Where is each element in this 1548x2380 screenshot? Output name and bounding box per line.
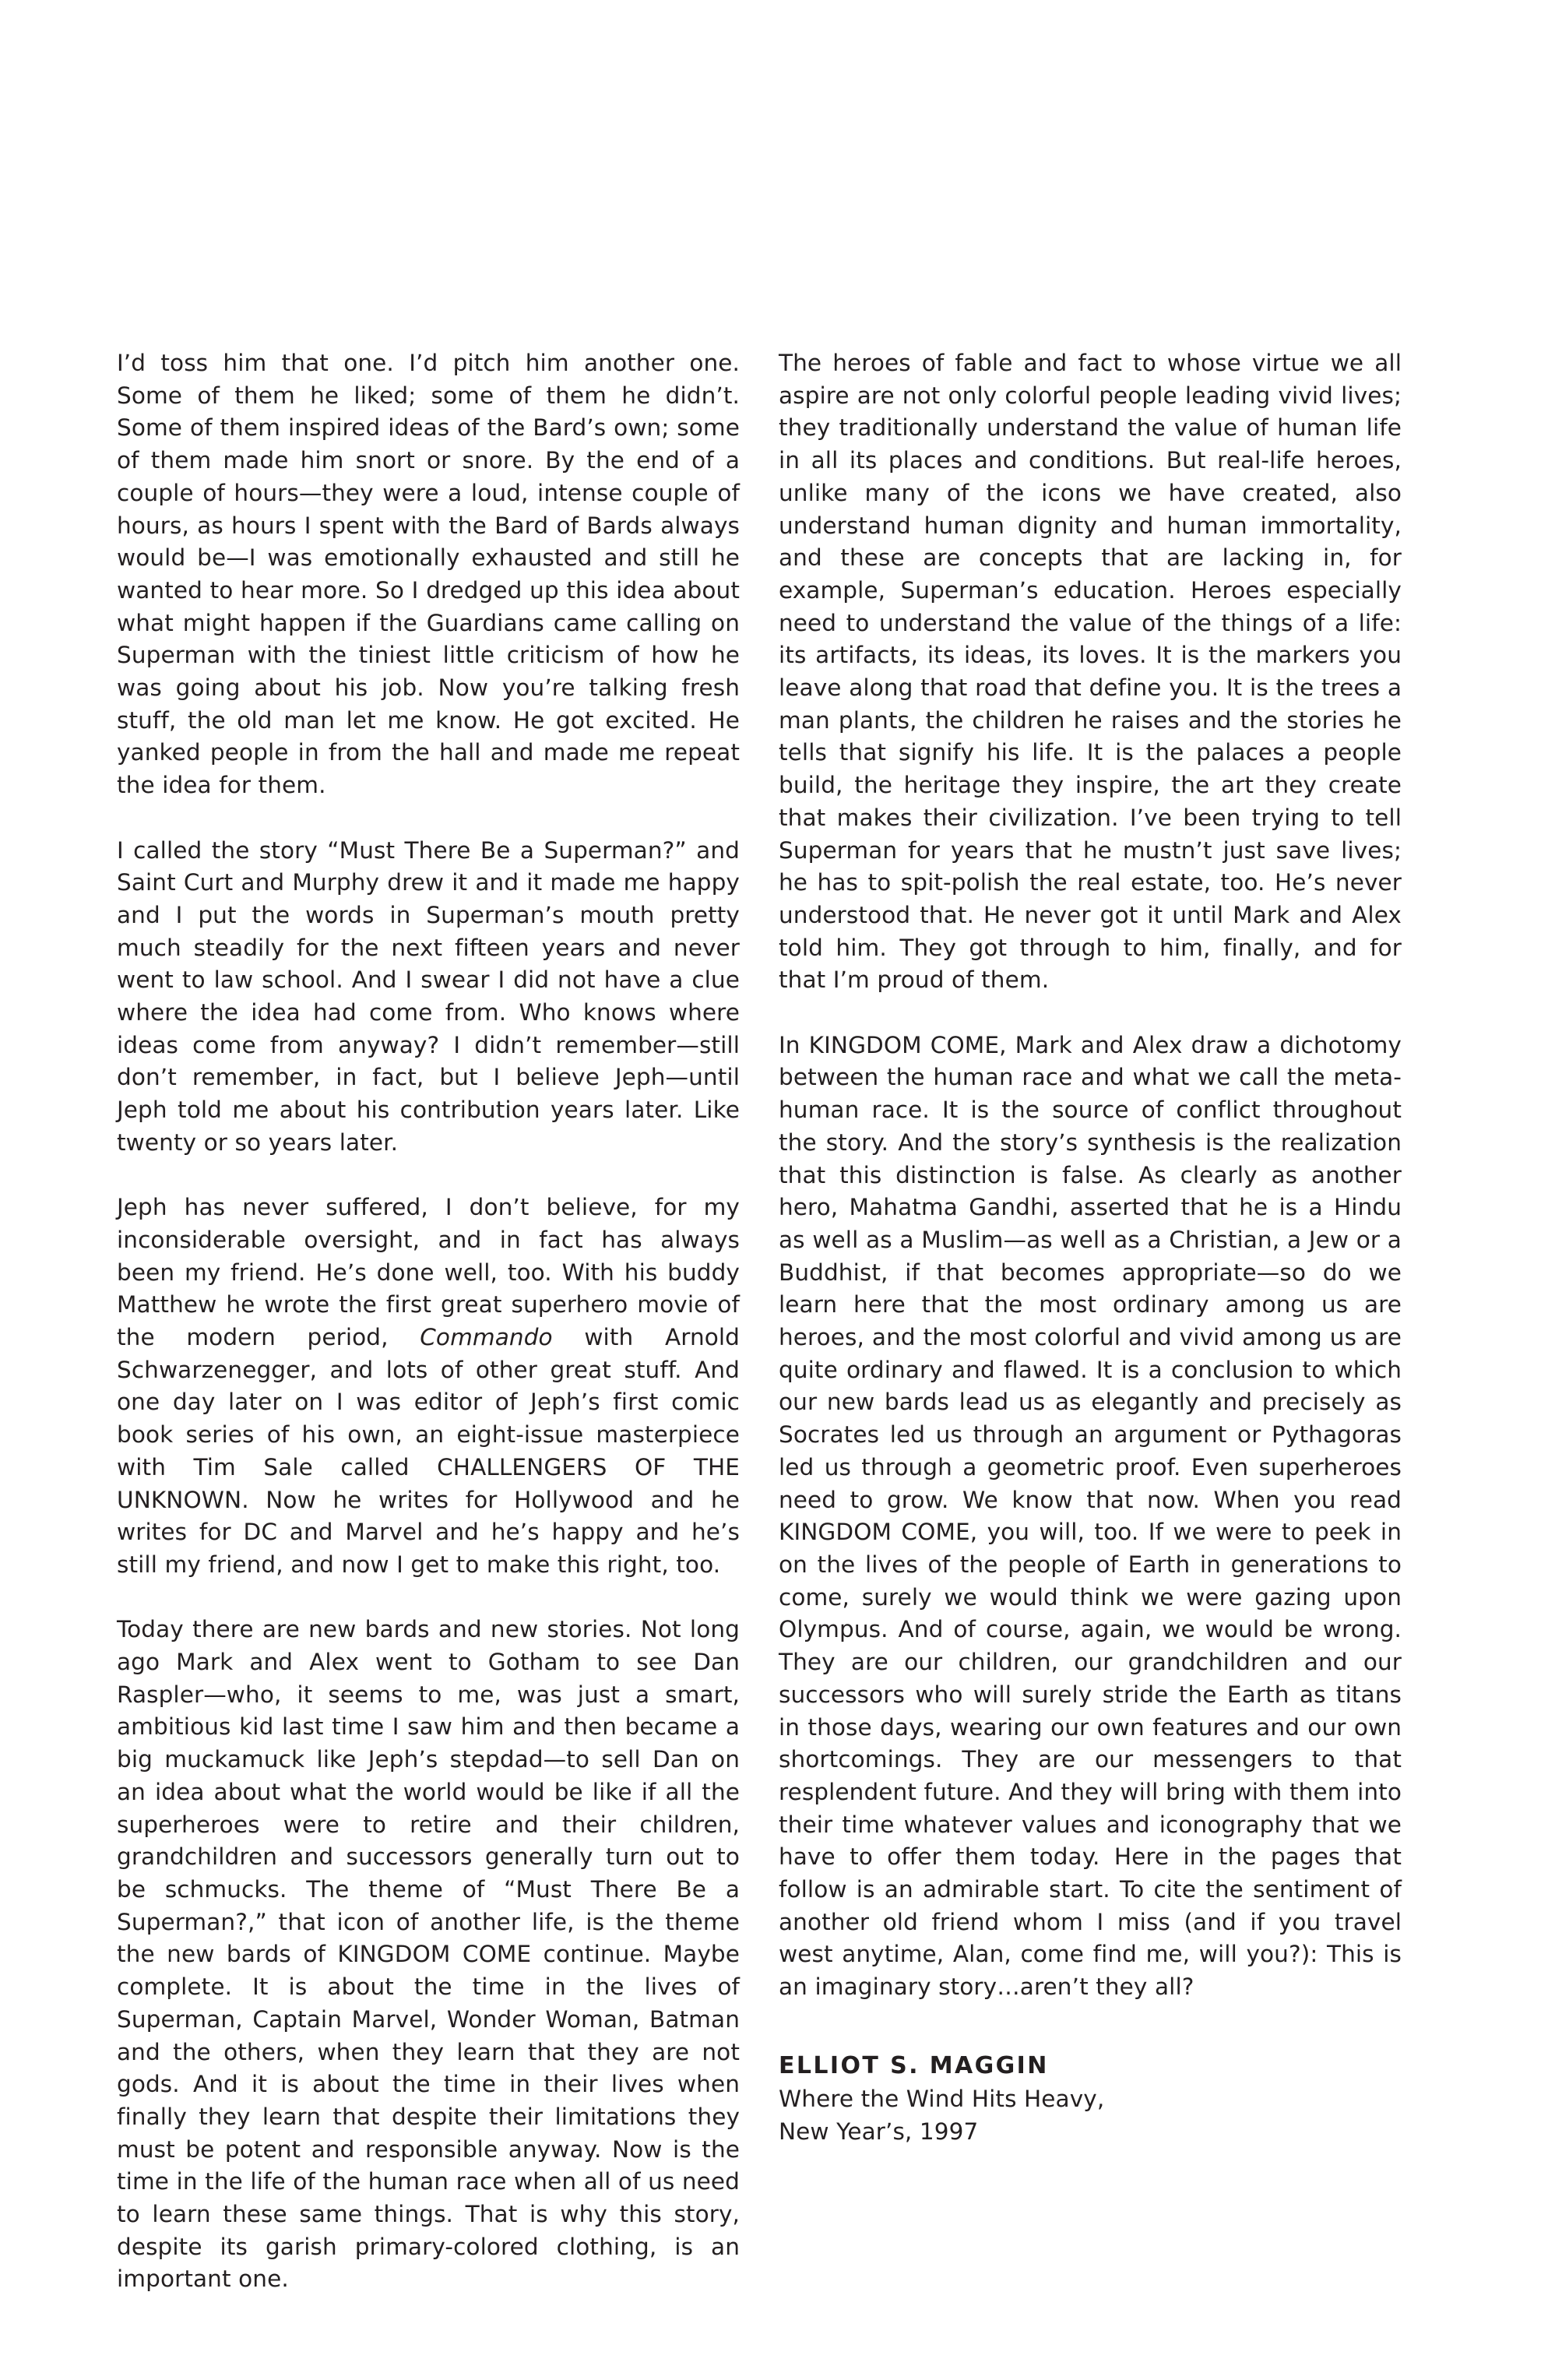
- paragraph: The heroes of fable and fact to whose virtue we all aspire are not only colorful people leading vivid lives; they traditionally understand the value of human life in all its places and conditions. But real-life heroes, unlike many of the icons we have created, also understand human dignity and human immortality, and these are concepts that are lacking in, for example, Superman’s education. Heroes especially need to understand the value of the things of a life: its artifacts, its ideas, its loves. It is the markers you leave along that road that define you. It is the trees a man plants, the children he raises and the stories he tells that signify his life. It is the palaces a people build, the heritage they inspire, the art they create that makes their civilization. I’ve been trying to tell Superman for years that he mustn’t just save lives; he has to spit-polish the real estate, too. He’s never understood that. He never got it until Mark and Alex told him. They got through to him, finally, and for that I’m proud of them.: [779, 350, 1402, 994]
- paragraph: Today there are new bards and new stories. Not long ago Mark and Alex went to Gotham to see Dan Raspler—who, it seems to me, was just a smart, ambitious kid last time I saw him and then became a big muckamuck like Jeph’s stepdad—to sell Dan on an idea about what the world would be like if all the superheroes were to retire and their children, grandchildren and successors generally turn out to be schmucks. The theme of “Must There Be a Superman?,” that icon of another life, is the theme the new bards of KINGDOM COME continue. Maybe complete. It is about the time in the lives of Superman, Captain Marvel, Wonder Woman, Batman and the others, when they learn that they are not gods. And it is about the time in their lives when finally they learn that despite their limitations they must be potent and responsible anyway. Now is the time in the life of the human race when all of us need to learn these same things. That is why this story, despite its garish primary-colored clothing, is an important one.: [117, 1616, 740, 2293]
- signature-place: Where the Wind Hits Heavy,: [779, 2085, 1105, 2112]
- paragraph: [117, 1192, 740, 1581]
- paragraph: I’d toss him that one. I’d pitch him another one. Some of them he liked; some of them he didn’t. Some of them inspired ideas of the Bard’s own; some of them made him snort or snore. By the end of a couple of hours—they were a loud, intense couple of hours, as hours I spent with the Bard of Bards always would be—I was emotionally exhausted and still he wanted to hear more. So I dredged up this idea about what might happen if the Guardians came calling on Superman with the tiniest little criticism of how he was going about his job. Now you’re talking fresh stuff, the old man let me know. He got excited. He yanked people in from the hall and made me repeat the idea for them.: [117, 350, 740, 799]
- paragraph: I called the story “Must There Be a Superman?” and Saint Curt and Murphy drew it and it made me happy and I put the words in Superman’s mouth pretty much steadily for the next fifteen years and never went to law school. And I swear I did not have a clue where the idea had come from. Who knows where ideas come from anyway? I didn’t remember—still don’t remember, in fact, but I believe Jeph—until Jeph told me about his contribution years later. Like twenty or so years later.: [117, 836, 740, 1156]
- right-text-column: [779, 347, 1402, 2148]
- signature-date: New Year’s, 1997: [779, 2118, 979, 2145]
- left-text-column: [117, 347, 740, 2296]
- paragraph: In KINGDOM COME, Mark and Alex draw a dichotomy between the human race and what we call the meta-human race. It is the source of conflict throughout the story. And the story’s synthesis is the realization that this distinction is false. As clearly as another hero, Mahatma Gandhi, asserted that he is a Hindu as well as a Muslim—as well as a Christian, a Jew or a Buddhist, if that becomes appropriate—so do we learn here that the most ordinary among us are heroes, and the most colorful and vivid among us are quite ordinary and flawed. It is a conclusion to which our new bards lead us as elegantly and precisely as Socrates led us through an argument or Pythagoras led us through a geometric proof. Even superheroes need to grow. We know that now. When you read KINGDOM COME, you will, too. If we were to peek in on the lives of the people of Earth in generations to come, surely we would think we were gazing upon Olympus. And of course, again, we would be wrong. They are our children, our grandchildren and our successors who will surely stride the Earth as titans in those days, wearing our own features and our own shortcomings. They are our messengers to that resplendent future. And they will bring with them into their time whatever values and iconography that we have to offer them today. Here in the pages that follow is an admirable start. To cite the sentiment of another old friend whom I miss (and if you travel west anytime, Alan, come find me, will you?): This is an imaginary story…aren’t they all?: [779, 1031, 1402, 2001]
- author-name: ELLIOT S. MAGGIN: [779, 2051, 1049, 2079]
- author-signature-block: [779, 2049, 1402, 2148]
- paragraph-text: Jeph has never suffered, I don’t believe, for my inconsiderable oversight, and in fact has always been my friend. He’s done well, too. With his buddy Matthew he wrote the first great superhero movie of the modern period,: [117, 1194, 740, 1351]
- paragraph-text: with Arnold Schwarzenegger, and lots of other great stuff. And one day later on I was editor of Jeph’s first comic book series of his own, an eight-issue masterpiece with Tim Sale called CHALLENGERS OF THE UNKNOWN. Now he writes for Hollywood and he writes for DC and Marvel and he’s happy and he’s still my friend, and now I get to make this right, too.: [117, 1324, 741, 1578]
- film-title: Commando: [420, 1324, 553, 1351]
